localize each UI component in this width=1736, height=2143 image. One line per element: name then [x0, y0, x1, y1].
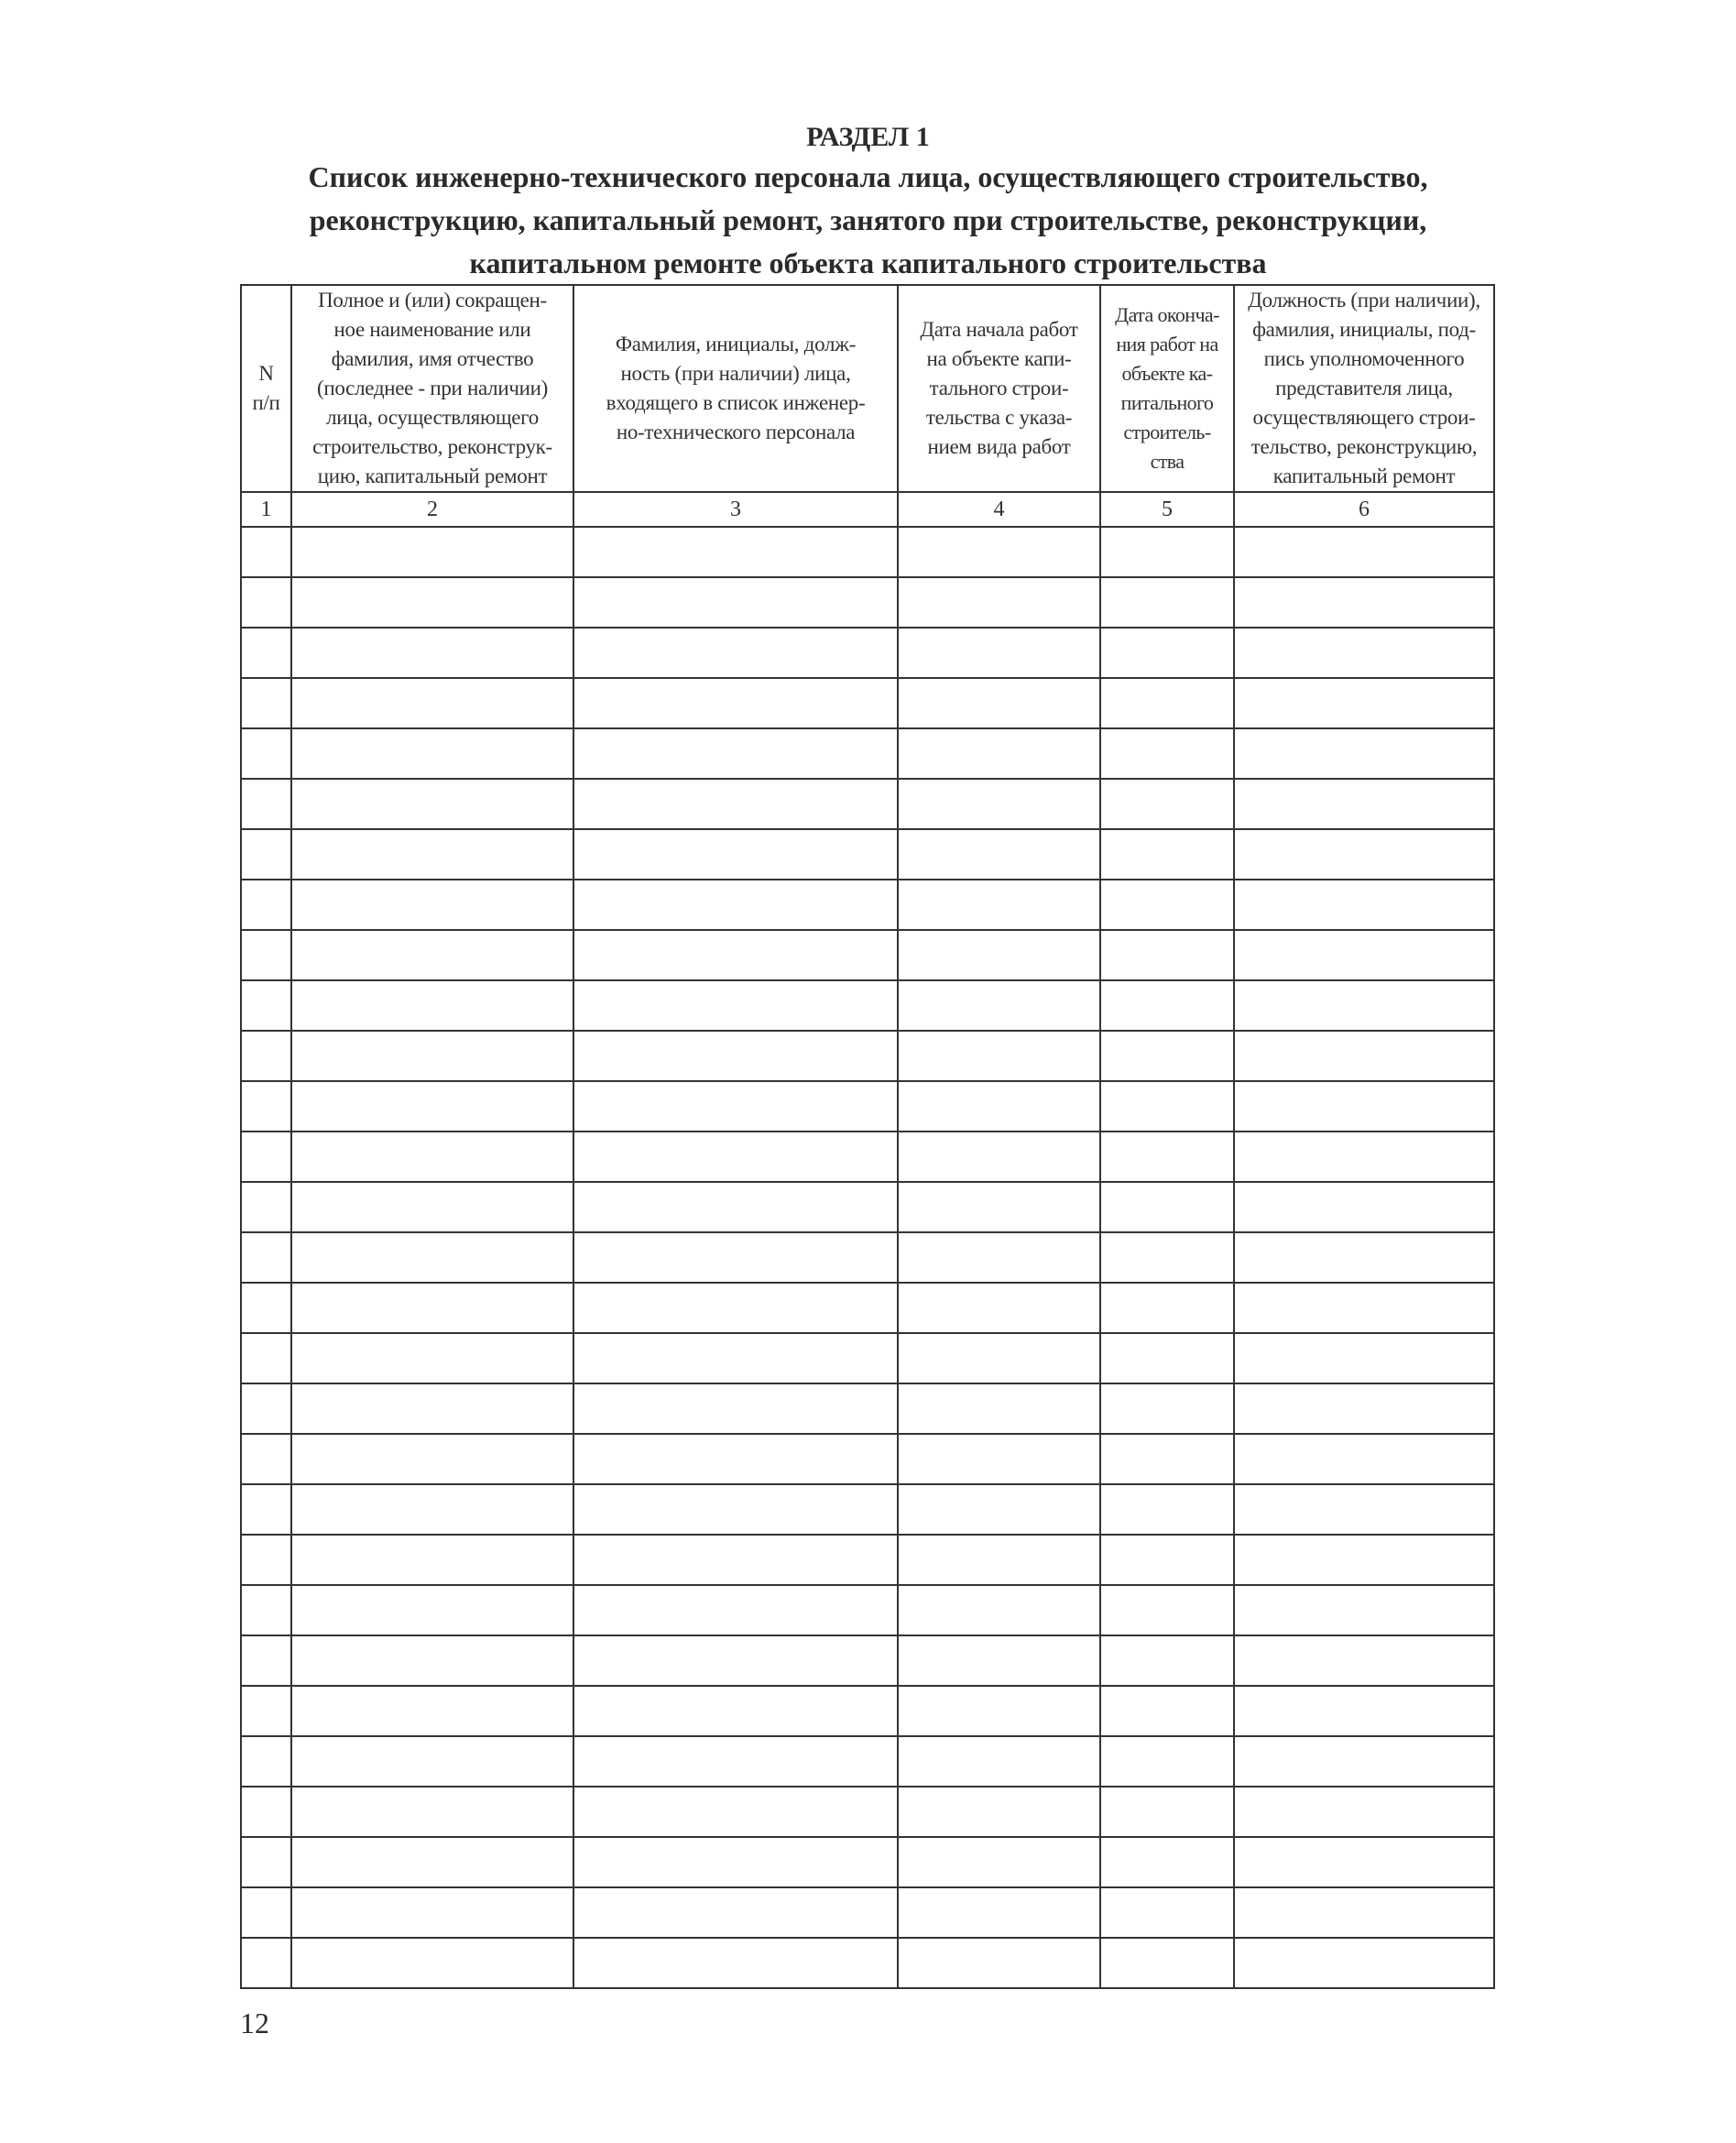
header-col-1 — [241, 285, 291, 492]
table-cell — [1234, 829, 1494, 880]
table-cell — [1234, 1484, 1494, 1535]
table-row — [241, 1383, 1494, 1434]
table-cell — [573, 779, 898, 829]
table-cell — [241, 527, 291, 577]
table-cell — [291, 1434, 573, 1484]
table-row — [241, 1787, 1494, 1837]
table-cell — [573, 1283, 898, 1333]
table-cell — [241, 1383, 291, 1434]
title-line-3: капитальном ремонте объекта капитального строительства — [469, 246, 1267, 279]
table-cell — [241, 829, 291, 880]
table-cell — [291, 1736, 573, 1787]
table-cell — [291, 1484, 573, 1535]
table-cell — [1234, 1132, 1494, 1182]
table-cell — [291, 1182, 573, 1232]
title-line-2: реконструкцию, капитальный ремонт, занятого при строительстве, реконструкции, — [309, 203, 1427, 236]
table-cell — [1100, 1434, 1234, 1484]
table-cell — [1234, 930, 1494, 980]
table-cell — [1100, 1887, 1234, 1938]
table-cell — [1234, 1283, 1494, 1333]
table-cell — [241, 1081, 291, 1132]
document-heading — [0, 119, 1736, 285]
table-cell — [573, 980, 898, 1031]
column-number: 4 — [898, 492, 1100, 527]
table-cell — [573, 1132, 898, 1182]
table-cell — [1100, 1837, 1234, 1887]
table-cell — [573, 1383, 898, 1434]
table-cell — [898, 1383, 1100, 1434]
header-line: Полное и (или) сокращен- — [318, 289, 547, 312]
table-row — [241, 1887, 1494, 1938]
header-line: лица, осуществляющего — [326, 406, 539, 429]
table-cell — [291, 1283, 573, 1333]
header-col-4 — [898, 285, 1100, 492]
table-cell — [291, 1837, 573, 1887]
table-cell — [291, 628, 573, 678]
header-line: тельство, реконструкцию, — [1250, 435, 1478, 458]
table-cell — [573, 728, 898, 779]
table-cell — [898, 1081, 1100, 1132]
table-row — [241, 628, 1494, 678]
table-cell — [898, 930, 1100, 980]
column-number-row — [241, 492, 1494, 527]
table-cell — [241, 1787, 291, 1837]
header-line: N — [258, 362, 274, 385]
table-cell — [1100, 1535, 1234, 1585]
header-line: строитель- — [1123, 421, 1211, 443]
table-cell — [1100, 829, 1234, 880]
table-cell — [1234, 527, 1494, 577]
table-cell — [291, 1232, 573, 1283]
header-line: представителя лица, — [1275, 377, 1453, 399]
table-row — [241, 1938, 1494, 1988]
table-row — [241, 1837, 1494, 1887]
table-cell — [573, 628, 898, 678]
table-cell — [898, 1787, 1100, 1837]
table-cell — [1100, 577, 1234, 628]
header-line: ность (при наличии) лица, — [620, 362, 851, 385]
table-cell — [573, 678, 898, 728]
table-cell — [898, 577, 1100, 628]
table-cell — [1234, 1383, 1494, 1434]
table-row — [241, 1585, 1494, 1635]
title-line-1: Список инженерно-технического персонала лица, осуществляющего строительство, — [308, 160, 1428, 193]
table-row — [241, 678, 1494, 728]
table-cell — [241, 1736, 291, 1787]
table-cell — [573, 1031, 898, 1081]
table-cell — [1234, 779, 1494, 829]
table-cell — [573, 1635, 898, 1686]
table-row — [241, 829, 1494, 880]
table-cell — [898, 829, 1100, 880]
table-cell — [241, 1938, 291, 1988]
table-cell — [291, 1031, 573, 1081]
table-cell — [291, 577, 573, 628]
table-row — [241, 930, 1494, 980]
table-cell — [898, 1232, 1100, 1283]
table-cell — [898, 1938, 1100, 1988]
table-row — [241, 880, 1494, 930]
table-cell — [241, 930, 291, 980]
table-cell — [573, 1787, 898, 1837]
header-line: фамилия, инициалы, под- — [1252, 318, 1476, 341]
header-line: питального — [1120, 391, 1214, 414]
table-cell — [241, 1182, 291, 1232]
table-cell — [1100, 1787, 1234, 1837]
header-line: Должность (при наличии), — [1248, 289, 1480, 312]
table-cell — [291, 1383, 573, 1434]
table-cell — [898, 678, 1100, 728]
table-cell — [1100, 1182, 1234, 1232]
table-cell — [1100, 1132, 1234, 1182]
header-row — [241, 285, 1494, 492]
table-cell — [573, 829, 898, 880]
page-number: 12 — [240, 2006, 269, 2039]
table-cell — [1100, 1031, 1234, 1081]
table-cell — [1234, 1686, 1494, 1736]
table-cell — [291, 829, 573, 880]
table-cell — [1234, 1333, 1494, 1383]
table-cell — [573, 1837, 898, 1887]
table-cell — [291, 1333, 573, 1383]
table-cell — [1234, 980, 1494, 1031]
table-cell — [573, 1887, 898, 1938]
header-col-5 — [1100, 285, 1234, 492]
header-line: строительство, реконструк- — [312, 435, 552, 458]
table-cell — [898, 1837, 1100, 1887]
table-cell — [1100, 1686, 1234, 1736]
table-cell — [898, 628, 1100, 678]
table-cell — [291, 527, 573, 577]
table-cell — [573, 1333, 898, 1383]
header-line: тельства с указа- — [925, 406, 1073, 429]
header-line: (последнее - при наличии) — [317, 377, 548, 399]
table-cell — [1234, 1938, 1494, 1988]
table-row — [241, 1182, 1494, 1232]
table-cell — [898, 1736, 1100, 1787]
table-cell — [573, 577, 898, 628]
table-cell — [241, 1232, 291, 1283]
table-cell — [898, 728, 1100, 779]
table-cell — [1234, 1031, 1494, 1081]
table-row — [241, 1132, 1494, 1182]
table-cell — [573, 1232, 898, 1283]
table-row — [241, 1283, 1494, 1333]
header-line: ное наименование или — [333, 318, 531, 341]
table-cell — [1234, 1081, 1494, 1132]
table-cell — [291, 1887, 573, 1938]
table-cell — [573, 1484, 898, 1535]
table-cell — [1100, 1333, 1234, 1383]
table-row — [241, 527, 1494, 577]
table-cell — [1234, 1182, 1494, 1232]
table-row — [241, 1081, 1494, 1132]
table-cell — [898, 980, 1100, 1031]
header-col-6 — [1234, 285, 1494, 492]
table-row — [241, 1232, 1494, 1283]
table-cell — [1100, 1081, 1234, 1132]
column-number: 3 — [573, 492, 898, 527]
table-row — [241, 1031, 1494, 1081]
table-cell — [898, 1484, 1100, 1535]
header-line: Фамилия, инициалы, долж- — [615, 333, 857, 355]
table-cell — [291, 1635, 573, 1686]
table-cell — [1234, 1232, 1494, 1283]
table-cell — [241, 980, 291, 1031]
table-cell — [291, 728, 573, 779]
column-number: 6 — [1234, 492, 1494, 527]
table-cell — [898, 1031, 1100, 1081]
table-cell — [573, 1585, 898, 1635]
table-cell — [898, 1283, 1100, 1333]
table-cell — [898, 1132, 1100, 1182]
table-cell — [291, 678, 573, 728]
table-cell — [291, 980, 573, 1031]
table-cell — [241, 1283, 291, 1333]
header-line: цию, капитальный ремонт — [317, 465, 548, 487]
table-cell — [241, 880, 291, 930]
table-cell — [573, 930, 898, 980]
table-cell — [898, 1434, 1100, 1484]
table-cell — [898, 779, 1100, 829]
table-cell — [291, 1081, 573, 1132]
table-cell — [241, 1837, 291, 1887]
header-line: фамилия, имя отчество — [331, 347, 534, 370]
table-body — [241, 527, 1494, 1988]
table-row — [241, 1434, 1494, 1484]
header-line: ния работ на — [1116, 333, 1218, 355]
table-row — [241, 1484, 1494, 1535]
table-cell — [241, 1484, 291, 1535]
header-line: на объекте капи- — [926, 347, 1072, 370]
table-cell — [1234, 1837, 1494, 1887]
table-row — [241, 1686, 1494, 1736]
table-cell — [1100, 628, 1234, 678]
table-cell — [1100, 728, 1234, 779]
table-row — [241, 779, 1494, 829]
table-cell — [1100, 1232, 1234, 1283]
table-row — [241, 577, 1494, 628]
table-cell — [898, 1535, 1100, 1585]
table-row — [241, 728, 1494, 779]
table-cell — [241, 1031, 291, 1081]
table-cell — [573, 1938, 898, 1988]
header-line: объекте ка- — [1121, 362, 1213, 385]
table-cell — [1100, 1736, 1234, 1787]
header-line: нием вида работ — [927, 435, 1071, 458]
table-cell — [291, 1938, 573, 1988]
table-cell — [1100, 1283, 1234, 1333]
table-cell — [1234, 728, 1494, 779]
header-line: пись уполномоченного — [1263, 347, 1465, 370]
table-cell — [1234, 1887, 1494, 1938]
header-line: п/п — [252, 391, 280, 414]
table-cell — [573, 880, 898, 930]
table-row — [241, 1535, 1494, 1585]
table-cell — [291, 779, 573, 829]
header-line: тального строи- — [929, 377, 1069, 399]
table-cell — [291, 1585, 573, 1635]
table-cell — [1100, 527, 1234, 577]
table-cell — [1100, 930, 1234, 980]
header-line: Дата начала работ — [920, 318, 1078, 341]
table-cell — [241, 1132, 291, 1182]
table-cell — [1100, 1585, 1234, 1635]
table-cell — [241, 678, 291, 728]
column-number: 5 — [1100, 492, 1234, 527]
column-number: 2 — [291, 492, 573, 527]
header-line: капитальный ремонт — [1272, 465, 1456, 487]
table-cell — [898, 1887, 1100, 1938]
table-cell — [1100, 1484, 1234, 1535]
table-cell — [898, 1635, 1100, 1686]
header-col-2 — [291, 285, 573, 492]
table-cell — [241, 1585, 291, 1635]
table-cell — [898, 527, 1100, 577]
table-cell — [573, 1686, 898, 1736]
table-cell — [241, 628, 291, 678]
table-cell — [241, 779, 291, 829]
table-cell — [898, 1686, 1100, 1736]
column-number: 1 — [241, 492, 291, 527]
table-cell — [1100, 880, 1234, 930]
table-cell — [241, 1535, 291, 1585]
header-line: входящего в список инженер- — [606, 391, 866, 414]
table-row — [241, 980, 1494, 1031]
header-line: но-технического персонала — [616, 421, 856, 443]
table-cell — [291, 1686, 573, 1736]
header-line: осуществляющего строи- — [1252, 406, 1476, 429]
table-cell — [1100, 1383, 1234, 1434]
table-cell — [573, 527, 898, 577]
table-cell — [573, 1081, 898, 1132]
header-col-3 — [573, 285, 898, 492]
header-line: ства — [1150, 450, 1185, 473]
table-cell — [241, 577, 291, 628]
table-cell — [291, 1535, 573, 1585]
section-label: РАЗДЕЛ 1 — [806, 122, 930, 152]
table-cell — [898, 1585, 1100, 1635]
table-cell — [573, 1535, 898, 1585]
table-cell — [1234, 880, 1494, 930]
table-cell — [1234, 577, 1494, 628]
table-cell — [1234, 628, 1494, 678]
table-cell — [291, 930, 573, 980]
table-cell — [573, 1182, 898, 1232]
table-row — [241, 1333, 1494, 1383]
table-row — [241, 1635, 1494, 1686]
table-cell — [1234, 1787, 1494, 1837]
table-cell — [1100, 1635, 1234, 1686]
table-cell — [1100, 779, 1234, 829]
table-cell — [1100, 980, 1234, 1031]
table-cell — [1234, 1535, 1494, 1585]
table-cell — [241, 1686, 291, 1736]
table-cell — [241, 1887, 291, 1938]
table-cell — [898, 1182, 1100, 1232]
table-cell — [241, 728, 291, 779]
table-cell — [291, 1132, 573, 1182]
table-cell — [1100, 678, 1234, 728]
header-line: Дата оконча- — [1115, 303, 1219, 326]
table-cell — [241, 1434, 291, 1484]
table-cell — [1234, 1434, 1494, 1484]
table-cell — [1234, 1585, 1494, 1635]
table-cell — [573, 1434, 898, 1484]
table-cell — [241, 1635, 291, 1686]
table-cell — [1234, 678, 1494, 728]
table-cell — [241, 1333, 291, 1383]
table-cell — [1234, 1635, 1494, 1686]
table-cell — [573, 1736, 898, 1787]
table-cell — [291, 1787, 573, 1837]
table-row — [241, 1736, 1494, 1787]
table-cell — [291, 880, 573, 930]
table-cell — [898, 880, 1100, 930]
table-cell — [1234, 1736, 1494, 1787]
personnel-table — [240, 284, 1495, 1989]
table-cell — [1100, 1938, 1234, 1988]
table-cell — [898, 1333, 1100, 1383]
